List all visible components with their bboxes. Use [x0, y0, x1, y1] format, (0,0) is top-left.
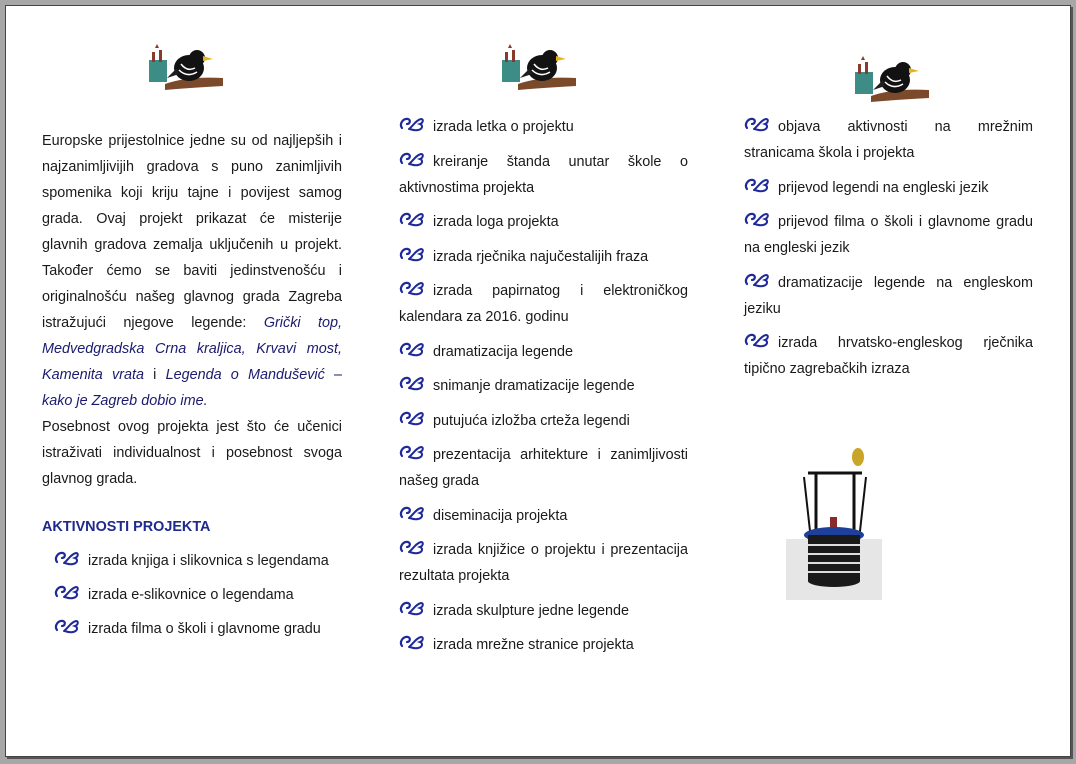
- column-1: [42, 128, 342, 650]
- list-item-text: izrada e-slikovnice o legendama: [88, 587, 294, 603]
- list-item-text: prijevod filma o školi i glavnome gradu na engleski jezik: [744, 214, 1033, 256]
- ornamental-bullet-icon: [744, 272, 770, 288]
- list-item: [399, 209, 688, 235]
- blackbird-logo-image: [496, 38, 576, 96]
- list-item-text: dramatizacije legende na engleskom jeziku: [744, 274, 1033, 317]
- list-item-text: izrada skulpture jedne legende: [433, 602, 630, 619]
- blackbird-logo-image: [143, 38, 223, 96]
- list-item: [744, 330, 1033, 382]
- list-item-text: izrada filma o školi i glavnome gradu: [88, 621, 321, 637]
- list-item-text: prezentacija arhitekture i zanimljivosti našeg grada: [399, 447, 688, 489]
- well-drawing-image: [786, 439, 882, 600]
- list-item: [744, 270, 1033, 322]
- list-item: [399, 149, 688, 201]
- list-item: [399, 244, 688, 270]
- legend-names-text: .: [203, 393, 208, 409]
- ornamental-bullet-icon: [54, 618, 80, 634]
- list-item-text: putujuća izložba crteža legendi: [433, 412, 630, 429]
- list-item: [399, 339, 688, 365]
- list-item: [744, 209, 1033, 261]
- list-item: [42, 582, 342, 608]
- list-item-text: diseminacija projekta: [433, 507, 568, 524]
- ornamental-bullet-icon: [744, 332, 770, 348]
- list-item: [744, 175, 1033, 201]
- ornamental-bullet-icon: [399, 410, 425, 426]
- column-2: [399, 114, 688, 667]
- list-item: [399, 373, 688, 399]
- blackbird-logo-image: [849, 50, 929, 108]
- list-item-text: prijevod legendi na engleski jezik: [778, 179, 989, 196]
- ornamental-bullet-icon: [399, 341, 425, 357]
- ornamental-bullet-icon: [399, 634, 425, 650]
- ornamental-bullet-icon: [399, 246, 425, 262]
- list-item-text: izrada papirnatog i elektroničkog kalendara za 2016. godinu: [399, 283, 688, 325]
- list-item: [399, 442, 688, 494]
- list-item: [42, 548, 342, 574]
- list-item: [399, 537, 688, 589]
- ornamental-bullet-icon: [399, 116, 425, 132]
- paragraph-text: Europske prijestolnice jedne su od najljepših i najzanimljivijih gradova s puno zanimljivih spomenika koji kriju tajne i povijest samog grada. Ovaj projekt prikazat će misterije glavnih gradova zemalja uključenih u projekt. Također ćemo se baviti jedinstvenošću i originalnošću našeg glavnog grada Zagreba istražujući njegove legende:: [42, 133, 342, 331]
- ornamental-bullet-icon: [744, 177, 770, 193]
- section-heading: AKTIVNOSTI PROJEKTA: [42, 519, 211, 535]
- list-item-text: snimanje dramatizacije legende: [433, 378, 635, 394]
- intro-paragraph: [42, 128, 342, 414]
- legend-names-text: Legenda o Mandušević – kako je Zagreb dobio ime: [42, 367, 342, 409]
- column-3: [744, 114, 1033, 391]
- ornamental-bullet-icon: [54, 550, 80, 566]
- legend-names-text: Grički top, Medvedgradska Crna kraljica, Krvavi most, Kamenita vrata: [42, 315, 342, 383]
- list-item-text: izrada knjižice o projektu i prezentacija rezultata projekta: [399, 542, 688, 584]
- activities-list-1: [42, 548, 342, 642]
- list-item-text: izrada hrvatsko-engleskog rječnika tipično zagrebačkih izraza: [744, 335, 1033, 377]
- activities-list-2: [399, 114, 688, 658]
- list-item: [399, 114, 688, 140]
- ornamental-bullet-icon: [399, 505, 425, 521]
- list-item: [399, 503, 688, 529]
- list-item: [399, 632, 688, 658]
- list-item-text: kreiranje štanda unutar škole o aktivnostima projekta: [399, 153, 688, 196]
- list-item-text: izrada rječnika najučestalijih fraza: [433, 248, 649, 265]
- ornamental-bullet-icon: [399, 211, 425, 227]
- list-item-text: objava aktivnosti na mrežnim stranicama škola i projekta: [744, 119, 1033, 161]
- ornamental-bullet-icon: [399, 280, 425, 296]
- ornamental-bullet-icon: [399, 375, 425, 391]
- list-item-text: izrada letka o projektu: [433, 119, 574, 135]
- list-item: [399, 408, 688, 434]
- ornamental-bullet-icon: [54, 584, 80, 600]
- second-paragraph: Posebnost ovog projekta jest što će učenici istraživati individualnost i posebnost svoga glavnog grada.: [42, 419, 342, 487]
- paragraph-text: i: [143, 367, 166, 383]
- document-page: [5, 5, 1071, 757]
- ornamental-bullet-icon: [744, 211, 770, 227]
- ornamental-bullet-icon: [399, 444, 425, 460]
- ornamental-bullet-icon: [399, 539, 425, 555]
- list-item-text: izrada loga projekta: [433, 214, 559, 230]
- list-item: [399, 278, 688, 330]
- list-item-text: dramatizacija legende: [433, 343, 573, 360]
- ornamental-bullet-icon: [744, 116, 770, 132]
- list-item: [42, 616, 342, 642]
- list-item: [744, 114, 1033, 166]
- ornamental-bullet-icon: [399, 600, 425, 616]
- ornamental-bullet-icon: [399, 151, 425, 167]
- list-item-text: izrada mrežne stranice projekta: [433, 637, 634, 653]
- list-item-text: izrada knjiga i slikovnica s legendama: [88, 553, 329, 569]
- list-item: [399, 598, 688, 624]
- activities-list-3: [744, 114, 1033, 382]
